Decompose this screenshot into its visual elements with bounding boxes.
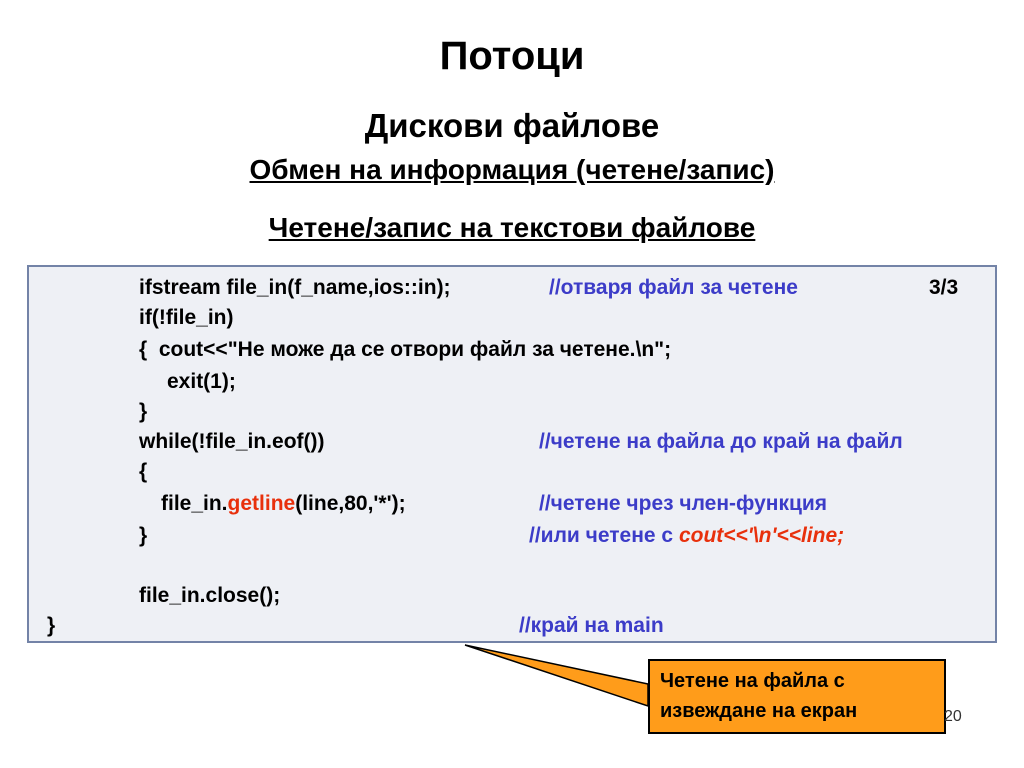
slide-section-heading: Четене/запис на текстови файлове bbox=[268, 212, 756, 243]
slide-title: Потоци bbox=[439, 34, 585, 78]
slide-part-indicator: 3/3 bbox=[929, 276, 959, 299]
callout-line-1: Четене на файла с bbox=[660, 670, 845, 692]
code-comment-11: //край на main bbox=[519, 614, 664, 637]
page-number: 20 bbox=[944, 708, 962, 725]
code-line-9: } bbox=[139, 524, 148, 547]
code-comment-9-text: //или четене с bbox=[529, 524, 679, 547]
code-line-3: { cout<<"Не може да се отвори файл за четене.\n"; bbox=[139, 338, 672, 361]
code-line-7: { bbox=[139, 460, 148, 483]
code-line-6: while(!file_in.eof()) bbox=[139, 430, 325, 453]
code-line-8-object: file_in. bbox=[161, 492, 228, 515]
code-line-10: file_in.close(); bbox=[139, 584, 281, 607]
code-comment-1: //отваря файл за четене bbox=[549, 276, 798, 299]
code-line-5: } bbox=[139, 400, 148, 423]
code-line-4: exit(1); bbox=[167, 370, 236, 393]
slide-subtitle-underlined: Обмен на информация (четене/запис) bbox=[249, 154, 775, 185]
code-comment-8: //четене чрез член-функция bbox=[539, 492, 828, 515]
code-line-2: if(!file_in) bbox=[139, 306, 234, 329]
code-line-11: } bbox=[47, 614, 56, 637]
callout-note bbox=[648, 659, 946, 734]
code-line-8-args: (line,80,'*'); bbox=[295, 492, 406, 515]
slide-subtitle: Дискови файлове bbox=[364, 107, 660, 144]
code-comment-9-alt: cout<<'\n'<<line; bbox=[678, 524, 845, 547]
code-line-1: ifstream file_in(f_name,ios::in); bbox=[139, 276, 451, 299]
code-comment-6: //четене на файла до край на файл bbox=[539, 430, 903, 453]
callout-line-2: извеждане на екран bbox=[660, 700, 858, 722]
code-line-8-method: getline bbox=[227, 492, 296, 515]
